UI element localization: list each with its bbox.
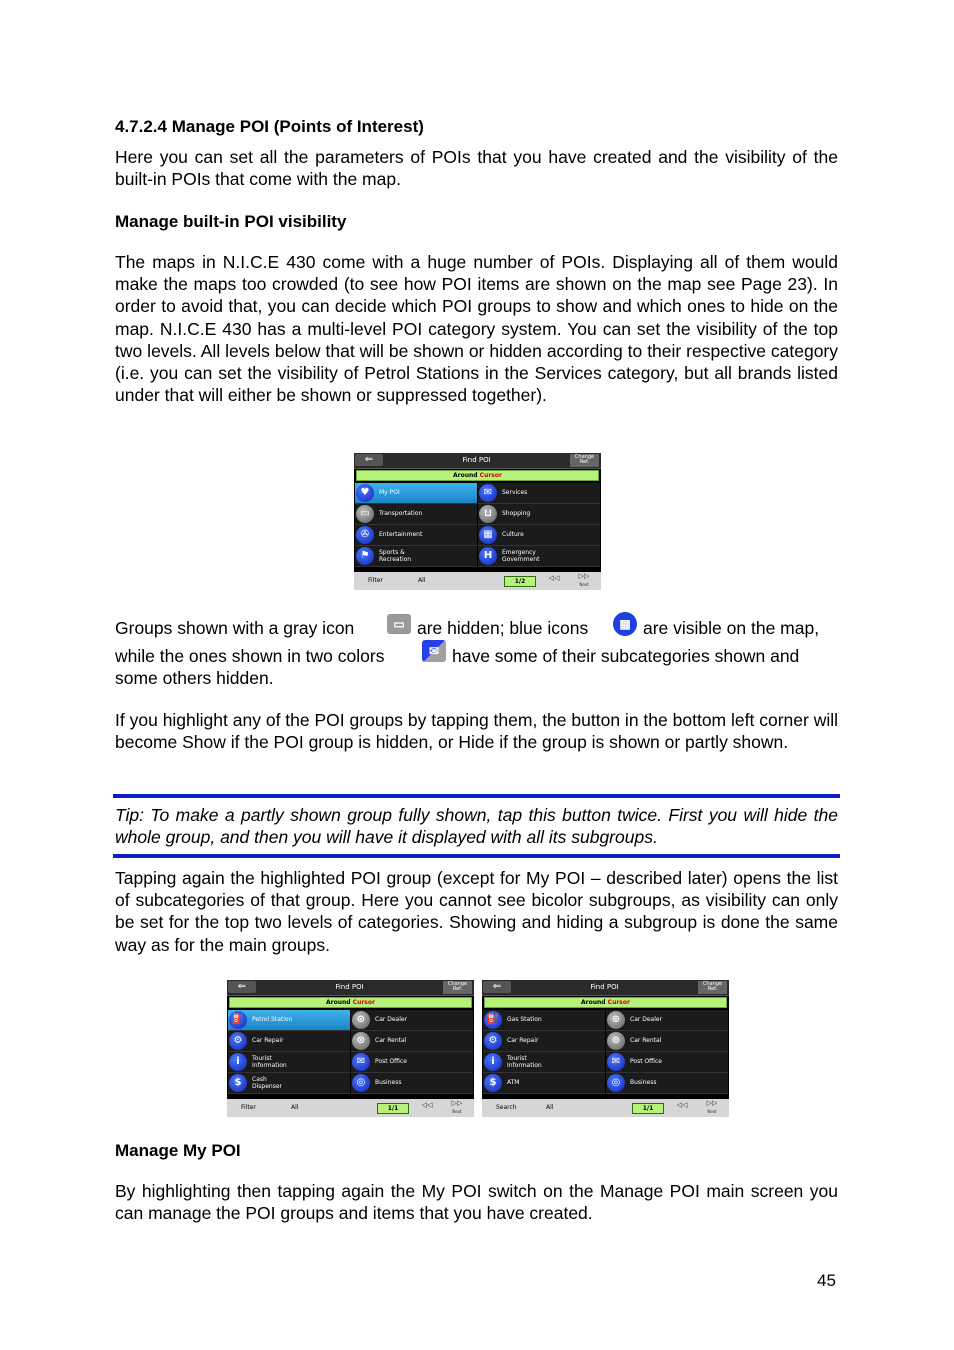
change-ref-button[interactable]: Change Ref. <box>570 454 599 467</box>
tip-top-rule <box>113 794 840 798</box>
poi-category-item[interactable] <box>478 504 600 525</box>
change-ref-button[interactable]: Change Ref. <box>443 981 472 994</box>
poi-category-icon: ⛽ <box>229 1011 247 1029</box>
all-button[interactable]: All <box>418 577 426 584</box>
poi-category-label: Transportation <box>379 510 423 517</box>
poi-category-icon: ◎ <box>352 1074 370 1092</box>
poi-category-icon: ⊔ <box>479 505 497 523</box>
poi-category-label: My POI <box>379 489 400 496</box>
poi-category-icon: ✇ <box>356 526 374 544</box>
subheading-builtin-poi: Manage built-in POI visibility <box>115 212 347 231</box>
back-button[interactable]: ⇐ <box>483 981 511 993</box>
poi-category-icon: $ <box>229 1074 247 1092</box>
next-page-icon[interactable]: ▷▷ Next <box>451 1099 463 1114</box>
poi-category-label: Car Rental <box>630 1037 662 1044</box>
poi-category-item[interactable] <box>355 525 477 546</box>
page-indicator: 1/1 <box>377 1103 409 1114</box>
poi-category-label: Car Dealer <box>375 1016 408 1023</box>
gray-bus-icon: ▭ <box>387 614 411 634</box>
around-cursor-bar[interactable] <box>484 997 727 1008</box>
find-poi-screenshot-services-alt <box>482 980 729 1117</box>
poi-category-icon: ⚑ <box>356 547 374 565</box>
poi-category-icon: ✉ <box>607 1053 625 1071</box>
around-cursor-bar[interactable] <box>356 470 599 481</box>
poi-category-item[interactable] <box>478 546 600 567</box>
poi-category-icon: ▦ <box>479 526 497 544</box>
cursor-label: Cursor <box>479 472 502 479</box>
around-label: Around <box>326 999 353 1006</box>
poi-category-item[interactable] <box>483 1052 605 1073</box>
find-poi-screenshot-main <box>354 453 601 590</box>
section-heading: 4.7.2.4 Manage POI (Points of Interest) <box>115 117 424 136</box>
next-label: Next <box>707 1109 717 1114</box>
tip-text: Tip: To make a partly shown group fully shown, tap this button twice. First you will hide the whole group, and then you will have it displayed with all its subgroups. <box>115 805 838 848</box>
poi-category-icon: ✉ <box>479 484 497 502</box>
poi-category-icon: H <box>479 547 497 565</box>
tapping-paragraph: Tapping again the highlighted POI group (except for My POI – described later) opens the list of subcategories of that group. Here you cannot see bicolor subgroups, as visibility can only be set for the top two levels of categories. Showing and hiding a subgroup is done the same way as for the main groups. <box>115 868 838 955</box>
poi-category-label: Petrol Station <box>252 1016 293 1023</box>
poi-category-label: Gas Station <box>507 1016 542 1023</box>
poi-category-label: Car Repair <box>507 1037 539 1044</box>
poi-category-item[interactable] <box>355 483 477 504</box>
around-label: Around <box>581 999 608 1006</box>
all-button[interactable]: All <box>291 1104 299 1111</box>
poi-category-label: Business <box>375 1079 402 1086</box>
around-label: Around <box>453 472 480 479</box>
poi-category-icon: ⊙ <box>607 1032 625 1050</box>
poi-category-icon: i <box>484 1053 502 1071</box>
poi-category-item[interactable] <box>355 546 477 567</box>
cursor-label: Cursor <box>607 999 630 1006</box>
previous-page-icon[interactable]: ◁◁ <box>548 574 560 582</box>
poi-category-item[interactable] <box>606 1052 728 1073</box>
poi-category-icon: ⊙ <box>352 1032 370 1050</box>
poi-category-label: Post Office <box>375 1058 407 1065</box>
around-cursor-bar[interactable] <box>229 997 472 1008</box>
poi-category-item[interactable] <box>478 483 600 504</box>
poi-category-item[interactable] <box>228 1052 350 1073</box>
bottom-toolbar <box>227 1099 474 1117</box>
poi-category-item[interactable] <box>483 1010 605 1031</box>
change-ref-button[interactable]: Change Ref. <box>698 981 727 994</box>
filter-button[interactable]: Search <box>496 1104 517 1111</box>
page-indicator: 1/1 <box>632 1103 664 1114</box>
next-label: Next <box>579 582 589 587</box>
poi-category-item[interactable] <box>606 1031 728 1052</box>
poi-category-item[interactable] <box>228 1073 350 1094</box>
builtin-poi-paragraph: The maps in N.I.C.E 430 come with a huge number of POIs. Displaying all of them would make the maps too crowded (to see how POI items are shown on the map see Page 23). In order to avoid that, you can decide which POI groups to show and which ones to hide on the map. N.I.C.E 430 has a multi-level POI category system. You can set the visibility of the top two levels. All levels below that will be shown or hidden according to their respective category (i.e. you can set the visibility of Petrol Stations in the Services category, but all brands listed under that will either be shown or suppressed together). <box>115 252 838 406</box>
groups-text-c: are visible on the map, <box>643 618 820 638</box>
intro-paragraph: Here you can set all the parameters of POIs that you have created and the visibility of the built-in POIs that come with the map. <box>115 147 838 190</box>
page-number: 45 <box>817 1271 836 1290</box>
previous-page-icon[interactable]: ◁◁ <box>676 1101 688 1109</box>
back-button[interactable]: ⇐ <box>228 981 256 993</box>
next-label: Next <box>452 1109 462 1114</box>
tip-bottom-rule <box>113 854 840 858</box>
screen-title: Find POI <box>335 983 364 991</box>
back-button[interactable]: ⇐ <box>355 454 383 466</box>
poi-category-label: Car Dealer <box>630 1016 663 1023</box>
groups-text-e: have some of their subcategories shown and <box>452 646 800 666</box>
groups-text-a: Groups shown with a gray icon <box>115 618 355 638</box>
groups-text-d: while the ones shown in two colors <box>115 646 385 666</box>
poi-category-item[interactable] <box>606 1010 728 1031</box>
poi-category-item[interactable] <box>483 1031 605 1052</box>
bottom-toolbar <box>482 1099 729 1117</box>
poi-category-label: Services <box>502 489 528 496</box>
bottom-toolbar <box>354 572 601 590</box>
poi-category-item[interactable] <box>351 1052 473 1073</box>
groups-text-f: some others hidden. <box>115 668 274 688</box>
groups-text-b: are hidden; blue icons <box>417 618 589 638</box>
poi-category-item[interactable] <box>478 525 600 546</box>
poi-category-icon: i <box>229 1053 247 1071</box>
poi-category-label: Car Repair <box>252 1037 284 1044</box>
poi-category-label: Tourist Information <box>507 1055 542 1069</box>
poi-category-label: Shopping <box>502 510 531 517</box>
poi-category-label: Entertainment <box>379 531 423 538</box>
next-page-icon[interactable]: ▷▷ Next <box>578 572 590 587</box>
poi-category-item[interactable] <box>351 1010 473 1031</box>
poi-category-icon: ♥ <box>356 484 374 502</box>
my-poi-paragraph: By highlighting then tapping again the My POI switch on the Manage POI main screen you can manage the POI groups and items that you have created. <box>115 1181 838 1224</box>
poi-category-label: Business <box>630 1079 657 1086</box>
poi-category-item[interactable] <box>606 1073 728 1094</box>
screen-title: Find POI <box>590 983 619 991</box>
poi-category-item[interactable] <box>228 1031 350 1052</box>
poi-category-icon: ⚙ <box>229 1032 247 1050</box>
previous-page-icon[interactable]: ◁◁ <box>421 1101 433 1109</box>
next-page-icon[interactable]: ▷▷ Next <box>706 1099 718 1114</box>
poi-category-icon: $ <box>484 1074 502 1092</box>
poi-category-label: Tourist Information <box>252 1055 287 1069</box>
poi-category-label: Sports & Recreation <box>379 549 412 563</box>
page-indicator: 1/2 <box>504 576 536 587</box>
poi-category-item[interactable] <box>483 1073 605 1094</box>
poi-category-item[interactable] <box>355 504 477 525</box>
poi-category-icon: ⊙ <box>607 1011 625 1029</box>
poi-category-label: ATM <box>507 1079 520 1086</box>
subheading-my-poi: Manage My POI <box>115 1141 241 1160</box>
filter-button[interactable]: Filter <box>241 1104 256 1111</box>
poi-category-icon: ⊙ <box>352 1011 370 1029</box>
all-button[interactable]: All <box>546 1104 554 1111</box>
screen-title: Find POI <box>462 456 491 464</box>
poi-category-icon: ⚙ <box>484 1032 502 1050</box>
poi-category-label: Post Office <box>630 1058 662 1065</box>
bicolor-envelope-icon: ✉ <box>422 640 446 662</box>
poi-category-label: Car Rental <box>375 1037 407 1044</box>
blue-culture-icon: ▦ <box>613 612 637 636</box>
poi-category-label: Emergency Government <box>502 549 540 563</box>
highlight-paragraph: If you highlight any of the POI groups by tapping them, the button in the bottom left corner will become Show if the POI group is hidden, or Hide if the group is shown or partly shown. <box>115 710 838 753</box>
poi-category-icon: ✉ <box>352 1053 370 1071</box>
poi-category-label: Culture <box>502 531 524 538</box>
poi-category-icon: ◎ <box>607 1074 625 1092</box>
find-poi-screenshot-services <box>227 980 474 1117</box>
poi-category-icon: ⛽ <box>484 1011 502 1029</box>
filter-button[interactable]: Filter <box>368 577 383 584</box>
poi-category-item[interactable] <box>351 1073 473 1094</box>
poi-category-item[interactable] <box>351 1031 473 1052</box>
poi-category-icon: ▭ <box>356 505 374 523</box>
poi-category-item[interactable] <box>228 1010 350 1031</box>
cursor-label: Cursor <box>352 999 375 1006</box>
poi-category-label: Cash Dispenser <box>252 1076 282 1090</box>
